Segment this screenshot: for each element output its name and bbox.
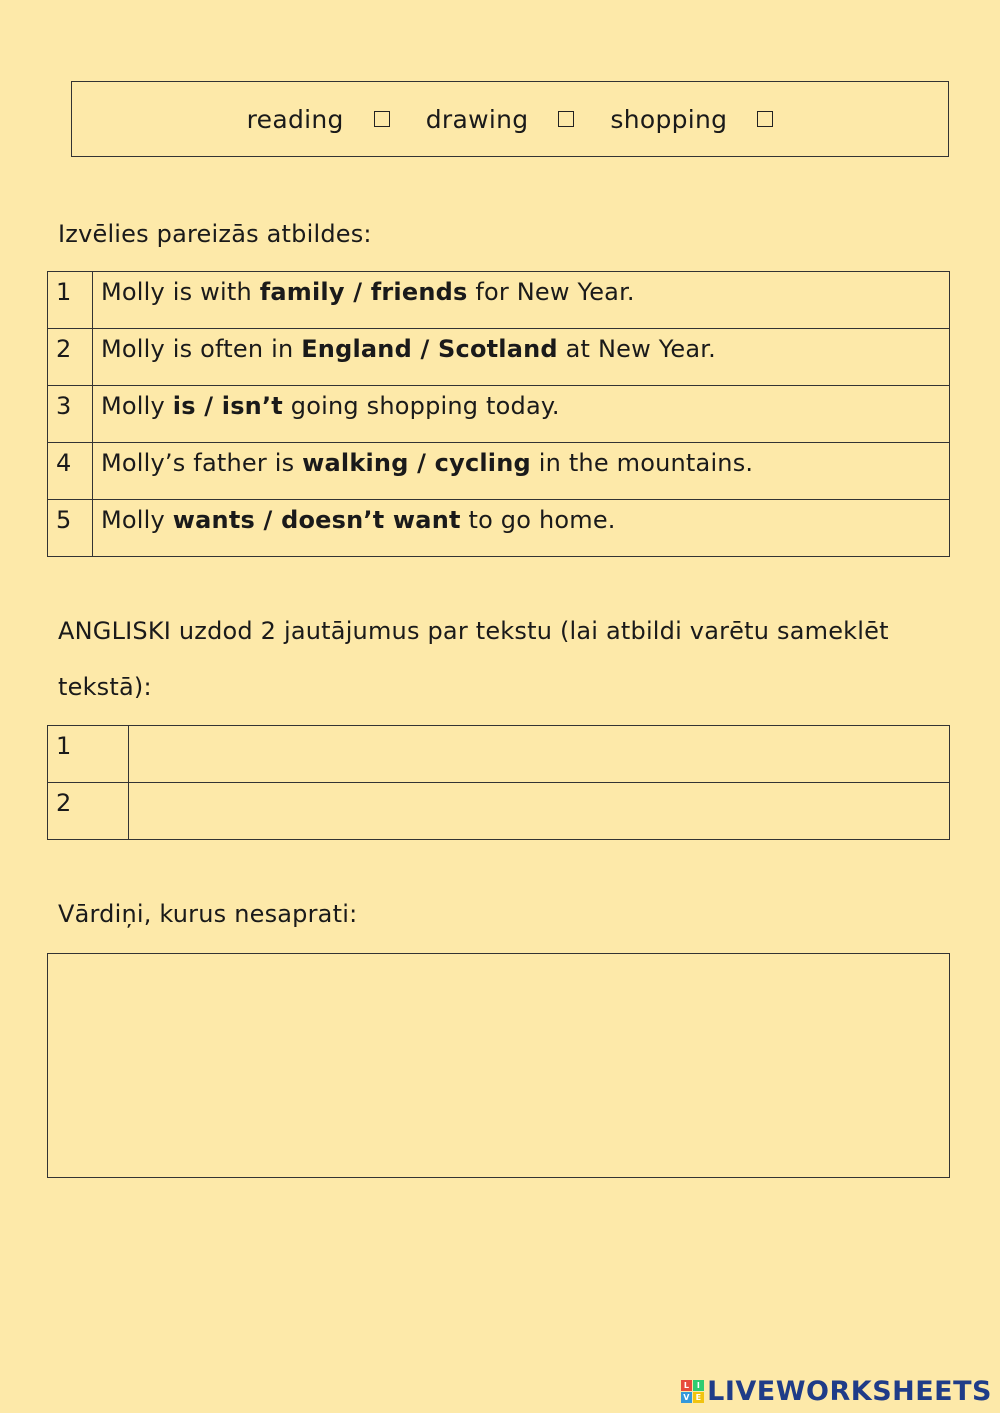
logo-mark-letter: L xyxy=(681,1380,692,1391)
row-number: 5 xyxy=(48,500,93,557)
row-number: 3 xyxy=(48,386,93,443)
option-b[interactable]: friends xyxy=(370,278,468,306)
option-b[interactable]: Scotland xyxy=(438,335,558,363)
sentence-cell xyxy=(93,329,950,386)
sentence-cell xyxy=(93,386,950,443)
row-number: 2 xyxy=(48,329,93,386)
option-a[interactable]: is xyxy=(172,392,196,420)
question-cell xyxy=(129,783,950,840)
sentence-cell xyxy=(93,500,950,557)
table-row xyxy=(48,386,950,443)
logo-mark-letter: I xyxy=(693,1380,704,1391)
hobby-options-box xyxy=(71,81,949,157)
row-number: 1 xyxy=(48,726,129,783)
option-a[interactable]: wants xyxy=(172,506,255,534)
hobby-option-drawing xyxy=(426,105,575,134)
section-heading-unknown-words: Vārdiņi, kurus nesaprati: xyxy=(58,900,358,928)
logo-mark-letter: E xyxy=(693,1392,704,1403)
row-number: 4 xyxy=(48,443,93,500)
hobby-option-shopping xyxy=(610,105,773,134)
option-separator: / xyxy=(254,506,282,534)
sentence-text: Molly’s father is xyxy=(101,449,303,477)
sentence-text: at New Year. xyxy=(557,335,716,363)
question-input[interactable] xyxy=(129,783,949,838)
table-row xyxy=(48,443,950,500)
sentence-cell xyxy=(93,443,950,500)
option-a[interactable]: walking xyxy=(302,449,409,477)
table-row xyxy=(48,783,950,840)
option-separator: / xyxy=(195,392,222,420)
question-cell xyxy=(129,726,950,783)
option-separator: / xyxy=(408,449,435,477)
option-a[interactable]: family xyxy=(259,278,345,306)
section-heading-questions-line1: ANGLISKI uzdod 2 jautājumus par tekstu (lai atbildi varētu sameklēt xyxy=(58,617,889,645)
table-row xyxy=(48,329,950,386)
section-heading-choose: Izvēlies pareizās atbildes: xyxy=(58,220,372,248)
row-number: 2 xyxy=(48,783,129,840)
checkbox-icon[interactable] xyxy=(757,111,773,127)
checkbox-icon[interactable] xyxy=(558,111,574,127)
section-heading-questions-line2: tekstā): xyxy=(58,673,152,701)
sentence-cell xyxy=(93,272,950,329)
hobby-option-reading xyxy=(247,105,390,134)
option-a[interactable]: England xyxy=(301,335,412,363)
logo-mark-icon xyxy=(681,1380,704,1403)
questions-table xyxy=(47,725,950,840)
option-separator: / xyxy=(411,335,439,363)
logo-mark-letter: V xyxy=(681,1392,692,1403)
option-separator: / xyxy=(344,278,371,306)
sentence-text: Molly xyxy=(101,506,173,534)
liveworksheets-logo xyxy=(681,1376,992,1407)
table-row xyxy=(48,500,950,557)
sentence-text: Molly xyxy=(101,392,173,420)
table-row xyxy=(48,272,950,329)
sentence-text: Molly is with xyxy=(101,278,260,306)
choice-table xyxy=(47,271,950,557)
option-b[interactable]: isn’t xyxy=(221,392,283,420)
sentence-text: going shopping today. xyxy=(282,392,560,420)
sentence-text: to go home. xyxy=(460,506,616,534)
question-input[interactable] xyxy=(129,726,949,781)
sentence-text: for New Year. xyxy=(467,278,635,306)
hobby-label: shopping xyxy=(610,104,728,134)
hobby-label: reading xyxy=(246,104,344,134)
logo-text: LIVEWORKSHEETS xyxy=(707,1376,992,1407)
sentence-text: Molly is often in xyxy=(101,335,302,363)
option-b[interactable]: cycling xyxy=(434,449,531,477)
table-row xyxy=(48,726,950,783)
unknown-words-box xyxy=(47,953,950,1178)
option-b[interactable]: doesn’t want xyxy=(281,506,461,534)
row-number: 1 xyxy=(48,272,93,329)
checkbox-icon[interactable] xyxy=(374,111,390,127)
sentence-text: in the mountains. xyxy=(530,449,754,477)
unknown-words-input[interactable] xyxy=(48,954,949,1177)
hobby-label: drawing xyxy=(425,104,529,134)
